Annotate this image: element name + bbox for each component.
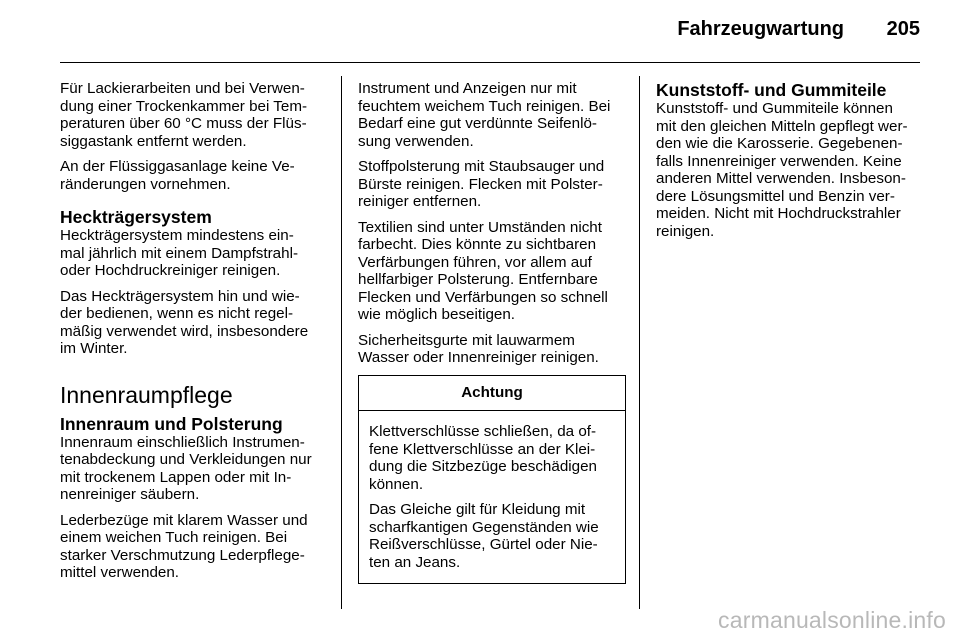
column-divider: [341, 76, 342, 609]
paragraph: Klettverschlüsse schließen, da of- fene Klettverschlüsse an der Klei- dung die Sitzbezüge beschädigen können.: [369, 423, 597, 493]
section-heading-heckträgersystem: Heckträgersystem: [60, 207, 212, 227]
paragraph: An der Flüssiggasanlage keine Ve- ränderungen vornehmen.: [60, 158, 295, 193]
warning-box: [358, 375, 626, 585]
paragraph: Das Gleiche gilt für Kleidung mit scharfkantigen Gegenständen wie Reißverschlüsse, Gürtel oder Nie- ten an Jeans.: [369, 501, 599, 571]
page-title: Fahrzeugwartung: [677, 18, 844, 40]
warning-body: [359, 411, 625, 583]
paragraph: Textilien sind unter Umständen nicht farbecht. Dies könnte zu sichtbaren Verfärbungen führen, vor allem auf hellfarbiger Polsterung. Entfernbare Flecken und Verfärbungen so schnell wie möglich beseitigen.: [358, 218, 608, 323]
section-heading-kunststoff-gummiteile: Kunststoff- und Gummiteile: [656, 80, 887, 100]
paragraph: Stoffpolsterung mit Staubsauger und Bürste reinigen. Flecken mit Polster- reiniger entfernen.: [358, 158, 605, 210]
warning-title: Achtung: [359, 376, 625, 412]
paragraph: Heckträgersystem mindestens ein- mal jährlich mit einem Dampfstrahl- oder Hochdruckreiniger reinigen.: [60, 227, 299, 279]
paragraph: Instrument und Anzeigen nur mit feuchtem weichem Tuch reinigen. Bei Bedarf eine gut verdünnte Seifenlö- sung verwenden.: [358, 80, 611, 150]
paragraph: Das Heckträgersystem hin und wie- der bedienen, wenn es nicht regel- mäßig verwendet wird, insbesondere im Winter.: [60, 287, 309, 357]
paragraph: Für Lackierarbeiten und bei Verwen- dung einer Trockenkammer bei Tem- peraturen über 60 °C muss der Flüs- siggastank entfernt werden.: [60, 80, 308, 150]
column-2: [358, 80, 626, 584]
paragraph: Innenraum einschließlich Instrumen- tenabdeckung und Verkleidungen nur mit trockenem Lappen oder mit In- nenreiniger säubern.: [60, 433, 312, 503]
section-heading-innenraum-polsterung: Innenraum und Polsterung: [60, 413, 283, 434]
page-header: [60, 0, 920, 63]
watermark: carmanualsonline.info: [718, 607, 946, 633]
paragraph: Kunststoff- und Gummiteile können mit den gleichen Mitteln gepflegt wer- den wie die Karosserie. Gegebenen- falls Innenreiniger verwenden. Keine anderen Mittel verwenden. Insbeson- dere Lösungsmittel und Benzin ver- meiden. Nicht mit Hochdruckstrahler reinigen.: [656, 100, 908, 240]
column-3: [656, 80, 924, 248]
page-number: 205: [886, 18, 920, 40]
chapter-heading-innenraumpflege: Innenraumpflege: [60, 381, 233, 408]
paragraph: Sicherheitsgurte mit lauwarmem Wasser oder Innenreiniger reinigen.: [358, 331, 599, 366]
column-1: [60, 80, 328, 590]
paragraph: Lederbezüge mit klarem Wasser und einem weichen Tuch reinigen. Bei starker Verschmutzung Lederpflege- mittel verwenden.: [60, 511, 308, 581]
column-divider: [639, 76, 640, 609]
